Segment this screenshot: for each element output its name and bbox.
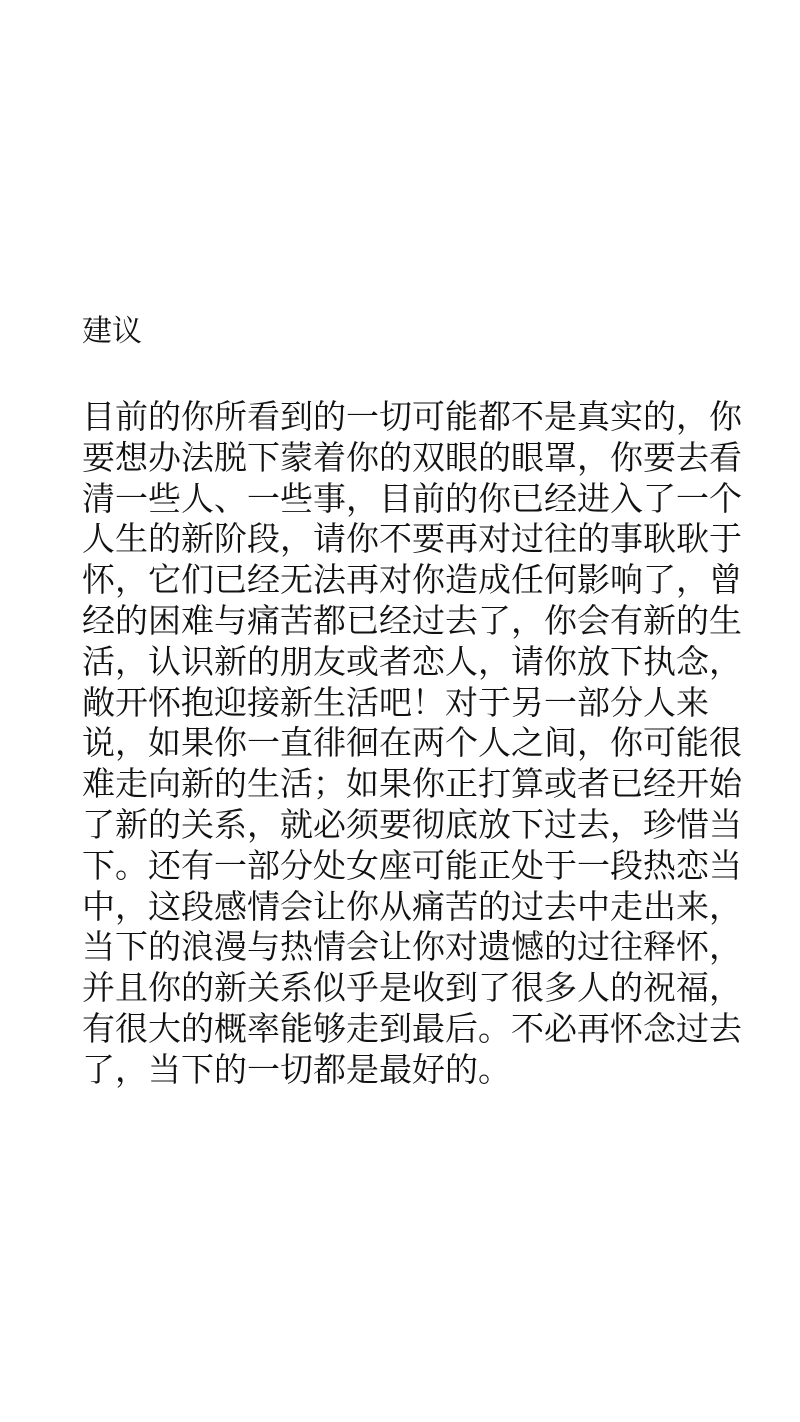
body-line: 了，当下的一切都是最好的。 xyxy=(82,1049,511,1089)
body-line: 并且你的新关系似乎是收到了很多人的祝福， xyxy=(82,968,742,1008)
body-line: 要想办法脱下蒙着你的双眼的眼罩，你要去看 xyxy=(82,437,742,477)
body-line: 中，这段感情会让你从痛苦的过去中走出来， xyxy=(82,886,742,926)
body-line: 说，如果你一直徘徊在两个人之间，你可能很 xyxy=(82,723,742,763)
body-line: 有很大的概率能够走到最后。不必再怀念过去 xyxy=(82,1008,742,1048)
body-line: 了新的关系，就必须要彻底放下过去，珍惜当 xyxy=(82,804,742,844)
body-line: 当下的浪漫与热情会让你对遗憾的过往释怀， xyxy=(82,927,742,967)
document-content xyxy=(82,310,742,1091)
document-title: 建议 xyxy=(82,314,142,349)
body-line: 敞开怀抱迎接新生活吧！对于另一部分人来 xyxy=(82,682,709,722)
body-line: 清一些人、一些事，目前的你已经进入了一个 xyxy=(82,478,742,518)
document-body xyxy=(82,397,742,1091)
body-line: 下。还有一部分处女座可能正处于一段热恋当 xyxy=(82,845,742,885)
body-line: 活，认识新的朋友或者恋人，请你放下执念， xyxy=(82,641,742,681)
body-line: 难走向新的生活；如果你正打算或者已经开始 xyxy=(82,764,742,804)
body-line: 目前的你所看到的一切可能都不是真实的，你 xyxy=(82,397,742,436)
body-line: 怀，它们已经无法再对你造成任何影响了，曾 xyxy=(82,560,742,600)
body-line: 人生的新阶段，请你不要再对过往的事耿耿于 xyxy=(82,519,742,559)
body-line: 经的困难与痛苦都已经过去了，你会有新的生 xyxy=(82,600,742,640)
